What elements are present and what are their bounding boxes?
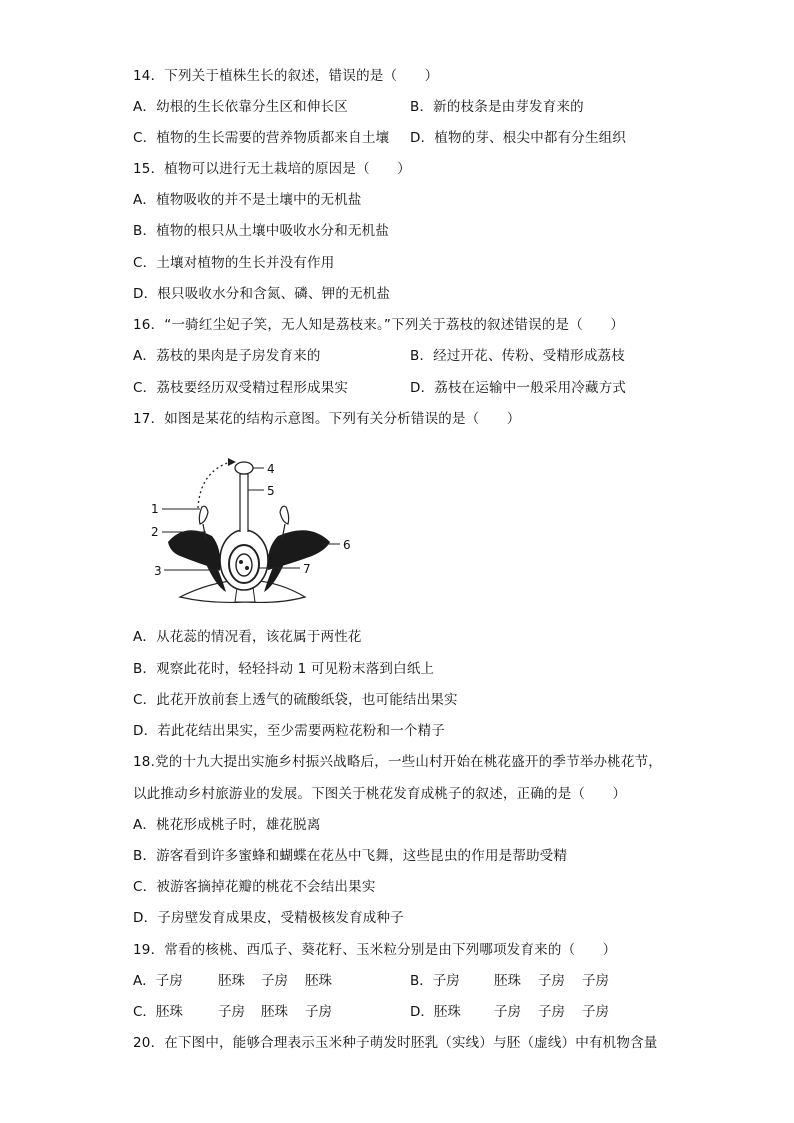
q18-option-d: D．子房壁发育成果皮，受精极核发育成种子 — [133, 910, 404, 926]
q16-stem: 16．“一骑红尘妃子笑，无人知是荔枝来。”下列关于荔枝的叙述错误的是（ ） — [133, 317, 625, 333]
q19-stem: 19．常看的核桃、西瓜子、葵花籽、玉米粒分别是由下列哪项发育来的（ ） — [133, 942, 617, 958]
embryo-sac-shape — [236, 554, 252, 576]
q16-option-b: B．经过开花、传粉、受精形成荔枝 — [410, 348, 625, 364]
q18-option-b: B．游客看到许多蜜蜂和蝴蝶在花丛中飞舞，这些昆虫的作用是帮助受精 — [133, 848, 568, 864]
q20-stem: 20．在下图中，能够合理表示玉米种子萌发时胚乳（实线）与胚（虚线）中有机物含量 — [133, 1035, 658, 1051]
q16-option-d: D．荔枝在运输中一般采用冷藏方式 — [410, 380, 627, 396]
pollination-arrow — [198, 462, 230, 508]
q17-option-b: B．观察此花时，轻轻抖动 1 可见粉末落到白纸上 — [133, 661, 435, 677]
q14-option-d: D．植物的芽、根尖中都有分生组织 — [410, 130, 627, 146]
q15-stem: 15．植物可以进行无土栽培的原因是（ ） — [133, 161, 411, 177]
q14-option-b: B．新的枝条是由芽发育来的 — [410, 99, 584, 115]
figure-label-6: 6 — [343, 538, 351, 552]
q17-option-c: C．此花开放前套上透气的硫酸纸袋，也可能结出果实 — [133, 692, 458, 708]
q14-option-a: A．幼根的生长依靠分生区和伸长区 — [133, 99, 348, 115]
q16-option-a: A．荔枝的果肉是子房发育来的 — [133, 348, 321, 364]
anther-right-shape — [280, 506, 289, 524]
q18-option-a: A．桃花形成桃子时，雄花脱离 — [133, 817, 321, 833]
q14-option-c: C．植物的生长需要的营养物质都来自土壤 — [133, 130, 390, 146]
q14-stem: 14．下列关于植株生长的叙述，错误的是（ ） — [133, 68, 439, 84]
figure-label-4: 4 — [267, 462, 275, 476]
q18-option-c: C．被游客摘掉花瓣的桃花不会结出果实 — [133, 879, 376, 895]
figure-label-5: 5 — [267, 484, 275, 498]
figure-label-1: 1 — [151, 502, 159, 516]
flower-structure-diagram — [140, 452, 370, 612]
q15-option-d: D．根只吸收水分和含氮、磷、钾的无机盐 — [133, 286, 391, 302]
anther-left-shape — [199, 506, 208, 524]
style-shape — [240, 474, 248, 532]
q17-option-a: A．从花蕊的情况看，该花属于两性花 — [133, 629, 362, 645]
figure-label-7: 7 — [303, 562, 311, 576]
q16-option-c: C．荔枝要经历双受精过程形成果实 — [133, 380, 349, 396]
q17-stem: 17．如图是某花的结构示意图。下列有关分析错误的是（ ） — [133, 411, 521, 427]
q18-stem-line1: 18.党的十九大提出实施乡村振兴战略后，一些山村开始在桃花盛开的季节举办桃花节， — [133, 754, 662, 770]
stigma-shape — [235, 462, 253, 474]
figure-label-3: 3 — [154, 564, 162, 578]
q17-option-d: D．若此花结出果实，至少需要两粒花粉和一个精子 — [133, 723, 445, 739]
q18-stem-line2: 以此推动乡村旅游业的发展。下图关于桃花发育成桃子的叙述，正确的是（ ） — [133, 786, 627, 802]
q15-option-a: A．植物吸收的并不是土壤中的无机盐 — [133, 192, 362, 208]
q15-option-b: B．植物的根只从土壤中吸收水分和无机盐 — [133, 223, 390, 239]
figure-label-2: 2 — [151, 525, 159, 539]
q15-option-c: C．土壤对植物的生长并没有作用 — [133, 255, 335, 271]
